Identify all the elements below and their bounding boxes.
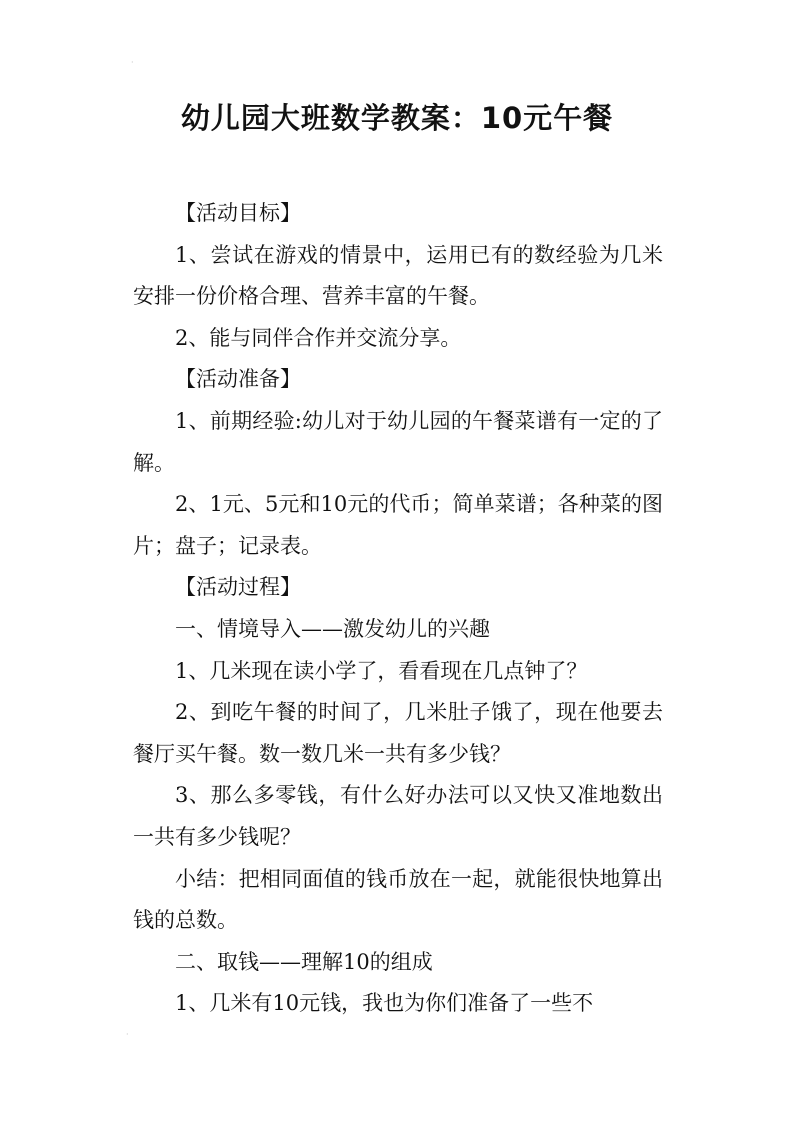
paragraph: 2、能与同伴合作并交流分享。 [175, 325, 462, 350]
subheading: 二、取钱——理解10的组成 [175, 949, 433, 974]
scan-speck: · [131, 58, 134, 67]
paragraph: 2、1元、5元和10元的代币；简单菜谱；各种菜的图片；盘子；记录表。 [133, 492, 663, 558]
subheading: 一、情境导入——激发幼儿的兴趣 [175, 616, 490, 641]
document-title: 幼儿园大班数学教案：10元午餐 [180, 101, 614, 135]
document-body [133, 193, 663, 1025]
section-heading-process: 【活动过程】 [175, 575, 301, 600]
paragraph: 1、几米现在读小学了，看看现在几点钟了？ [175, 658, 588, 683]
paragraph: 1、前期经验:幼儿对于幼儿园的午餐菜谱有一定的了解。 [133, 408, 663, 475]
paragraph: 2、到吃午餐的时间了，几米肚子饿了，现在他要去餐厅买午餐。数一数几米一共有多少钱？ [133, 700, 663, 766]
paragraph: 小结：把相同面值的钱币放在一起，就能很快地算出钱的总数。 [133, 866, 663, 933]
paragraph: 1、尝试在游戏的情景中，运用已有的数经验为几米安排一份价格合理、营养丰富的午餐。 [133, 242, 663, 309]
section-heading-preparation: 【活动准备】 [175, 367, 301, 392]
section-heading-goals: 【活动目标】 [175, 201, 301, 225]
paragraph: 3、那么多零钱，有什么好办法可以又快又准地数出一共有多少钱呢？ [133, 783, 663, 849]
scan-speck: · [126, 1030, 129, 1039]
paragraph: 1、几米有10元钱，我也为你们准备了一些不 [175, 991, 594, 1016]
